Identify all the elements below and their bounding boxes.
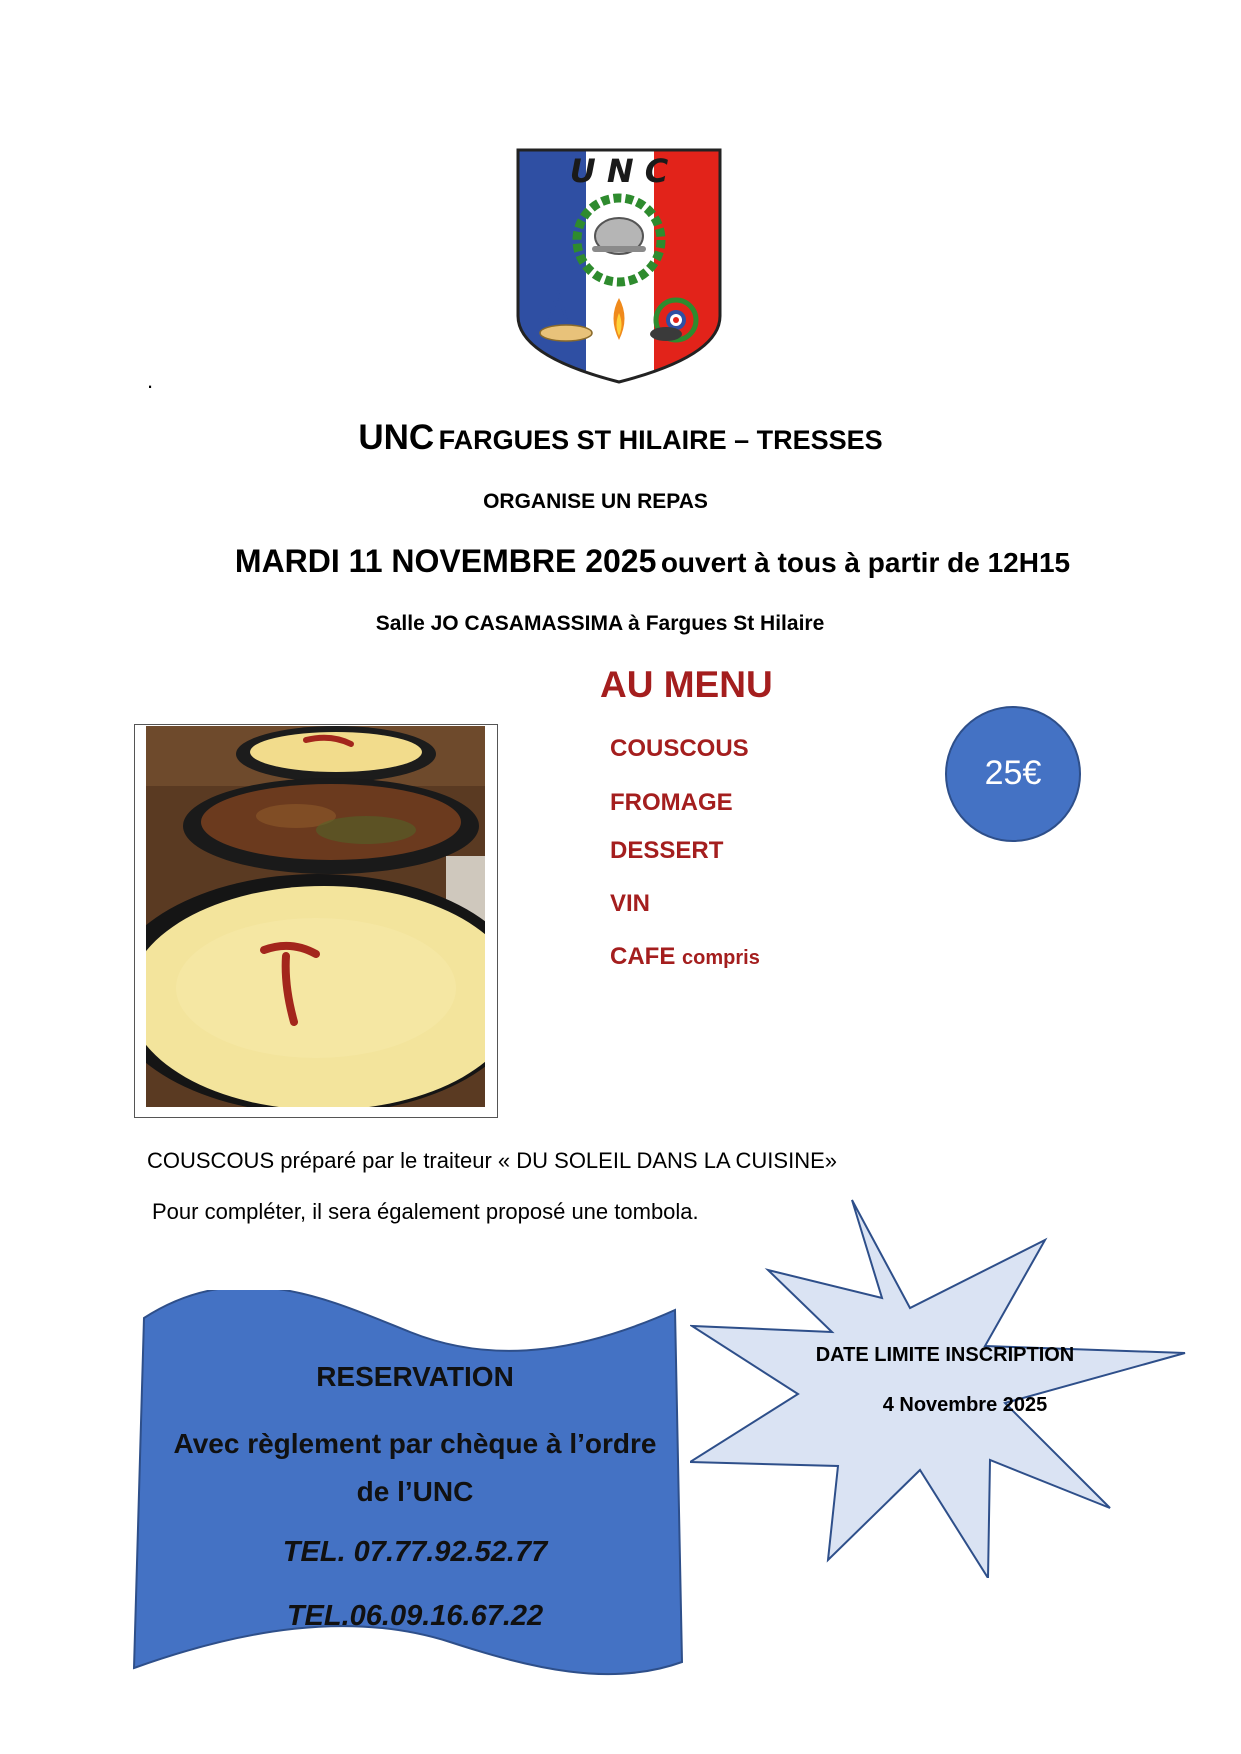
date-main: MARDI 11 NOVEMBRE 2025 — [234, 543, 657, 579]
deadline-starburst — [690, 1198, 1195, 1578]
menu-title: AU MENU — [600, 664, 773, 705]
phone-1: TEL. 07.77.92.52.77 — [282, 1536, 548, 1568]
deadline-date: 4 Novembre 2025 — [882, 1394, 1048, 1416]
reservation-line1: Avec règlement par chèque à l’ordre — [173, 1428, 657, 1459]
menu-item-couscous: COUSCOUS — [610, 735, 749, 762]
reservation-body — [150, 1420, 680, 1640]
date-rest: ouvert à tous à partir de 12H15 — [660, 547, 1071, 578]
menu-item-fromage: FROMAGE — [610, 789, 733, 816]
price-label: 25€ — [984, 754, 1042, 792]
venue: Salle JO CASAMASSIMA à Fargues St Hilaire — [375, 612, 825, 635]
page-title — [0, 418, 1241, 458]
menu-item-cafe — [610, 943, 760, 971]
reservation-line2: de l’UNC — [356, 1476, 474, 1507]
subtitle: ORGANISE UN REPAS — [483, 490, 708, 513]
event-date — [0, 543, 1241, 580]
menu-item-vin: VIN — [610, 890, 651, 917]
menu-item-dessert: DESSERT — [610, 837, 724, 864]
reservation-title: RESERVATION — [316, 1361, 514, 1392]
tombola-line: Pour compléter, il sera également proposé une tombola. — [152, 1199, 699, 1224]
couscous-photo — [146, 726, 485, 1107]
menu-item-cafe-label: CAFE — [610, 943, 676, 970]
title-rest: FARGUES ST HILAIRE – TRESSES — [438, 425, 883, 455]
caterer-line: COUSCOUS préparé par le traiteur « DU SOLEIL DANS LA CUISINE» — [147, 1148, 837, 1173]
svg-text:U N C: U N C — [569, 152, 669, 190]
stray-dot: . — [147, 368, 154, 393]
unc-shield-logo — [516, 148, 722, 384]
phone-2: TEL.06.09.16.67.22 — [286, 1600, 544, 1632]
deadline-label: DATE LIMITE INSCRIPTION — [815, 1344, 1075, 1366]
menu-item-cafe-note: compris — [682, 947, 760, 969]
title-main: UNC — [358, 418, 435, 457]
